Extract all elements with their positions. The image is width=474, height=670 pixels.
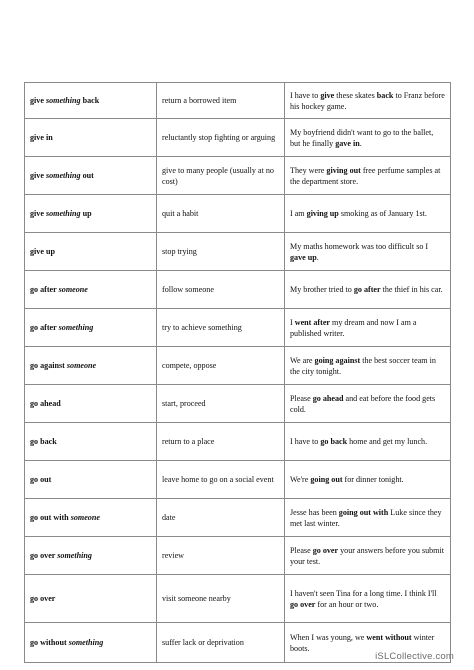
verb-text: back xyxy=(80,96,100,105)
definition-cell: stop trying xyxy=(157,233,285,271)
example-cell xyxy=(285,233,451,271)
example-text: my dream and now I am a published writer. xyxy=(290,317,417,338)
verb-text: give xyxy=(30,209,46,218)
example-text: Please xyxy=(290,393,313,403)
example-cell xyxy=(285,385,451,423)
verb-text: go after xyxy=(30,323,59,332)
definition-cell: follow someone xyxy=(157,271,285,309)
example-cell xyxy=(285,499,451,537)
phrasal-verb-cell xyxy=(25,537,157,575)
table-row xyxy=(25,537,451,575)
example-text: My maths homework was too difficult so I xyxy=(290,241,429,251)
verb-object-placeholder: something xyxy=(45,171,81,180)
definition-cell: reluctantly stop fighting or arguing xyxy=(157,119,285,157)
example-highlight: going out xyxy=(310,475,343,484)
example-highlight: go over xyxy=(312,545,339,555)
verb-text: go against xyxy=(30,361,67,370)
example-text: When I was young, we xyxy=(290,632,367,642)
verb-text: up xyxy=(80,209,92,218)
definition-cell: visit someone nearby xyxy=(157,575,285,623)
example-highlight: give xyxy=(320,90,335,100)
example-highlight: back xyxy=(376,90,394,100)
verb-object-placeholder: something xyxy=(45,96,81,105)
example-text: for dinner tonight. xyxy=(342,475,404,484)
verb-text: go over xyxy=(30,594,56,603)
verb-object-placeholder: something xyxy=(68,638,104,647)
example-text: We're xyxy=(290,475,311,484)
verb-text: go without xyxy=(30,638,69,647)
definition-cell: start, proceed xyxy=(157,385,285,423)
phrasal-verb-cell xyxy=(25,271,157,309)
example-text: free perfume samples at the department store. xyxy=(290,165,441,186)
phrasal-verb-cell xyxy=(25,423,157,461)
example-cell xyxy=(285,347,451,385)
verb-text: give up xyxy=(30,247,55,256)
phrasal-verb-cell xyxy=(25,309,157,347)
definition-cell: try to achieve something xyxy=(157,309,285,347)
table-row xyxy=(25,423,451,461)
phrasal-verb-cell xyxy=(25,347,157,385)
verb-object-placeholder: something xyxy=(58,323,94,332)
phrasal-verb-cell xyxy=(25,83,157,119)
example-text: I am xyxy=(290,209,307,218)
verb-text: go out with xyxy=(30,513,71,522)
example-text: Luke since they met last winter. xyxy=(290,507,442,528)
verb-text: go ahead xyxy=(30,399,61,408)
table-row xyxy=(25,309,451,347)
phrasal-verbs-table xyxy=(24,82,451,663)
example-text: I have to xyxy=(290,437,321,446)
phrasal-verb-cell xyxy=(25,195,157,233)
example-cell xyxy=(285,575,451,623)
phrasal-verb-cell xyxy=(25,233,157,271)
verb-object-placeholder: someone xyxy=(58,285,88,294)
example-text: I have to xyxy=(290,90,321,100)
example-cell xyxy=(285,119,451,157)
definition-cell: suffer lack or deprivation xyxy=(157,623,285,663)
phrasal-verb-cell xyxy=(25,461,157,499)
definition-cell: quit a habit xyxy=(157,195,285,233)
example-highlight: go after xyxy=(353,285,381,294)
verb-object-placeholder: something xyxy=(45,209,81,218)
verb-text: give xyxy=(30,96,46,105)
example-text: . xyxy=(316,252,319,262)
verb-object-placeholder: someone xyxy=(70,513,100,522)
phrasal-verb-cell xyxy=(25,575,157,623)
phrasal-verbs-sheet xyxy=(24,82,450,663)
example-cell xyxy=(285,423,451,461)
example-text: My brother tried to xyxy=(290,285,354,294)
phrasal-verb-cell xyxy=(25,157,157,195)
table-row xyxy=(25,385,451,423)
table-row xyxy=(25,195,451,233)
example-text: the thief in his car. xyxy=(380,285,443,294)
phrasal-verbs-table-body xyxy=(25,83,451,663)
definition-cell: leave home to go on a social event xyxy=(157,461,285,499)
verb-object-placeholder: something xyxy=(57,551,92,560)
example-text: for an hour or two. xyxy=(315,599,379,609)
example-cell xyxy=(285,157,451,195)
example-highlight: went after xyxy=(294,317,330,327)
table-row xyxy=(25,233,451,271)
example-text: They were xyxy=(290,165,327,175)
example-cell xyxy=(285,271,451,309)
example-highlight: gave up xyxy=(290,252,317,262)
verb-object-placeholder: someone xyxy=(66,361,97,370)
example-highlight: going out with xyxy=(338,507,389,517)
definition-cell: return to a place xyxy=(157,423,285,461)
table-row xyxy=(25,461,451,499)
example-text: home and get my lunch. xyxy=(347,437,428,446)
table-row xyxy=(25,347,451,385)
example-text: I haven't seen Tina for a long time. I think I'll xyxy=(290,588,437,598)
example-cell xyxy=(285,83,451,119)
example-text: . xyxy=(359,138,362,148)
verb-text: go back xyxy=(30,437,57,446)
verb-text: give in xyxy=(30,133,53,142)
example-highlight: giving up xyxy=(306,209,339,218)
phrasal-verb-cell xyxy=(25,385,157,423)
example-text: smoking as of January 1st. xyxy=(338,209,427,218)
definition-cell: give to many people (usually at no cost) xyxy=(157,157,285,195)
verb-text: go over xyxy=(30,551,58,560)
example-cell xyxy=(285,461,451,499)
example-text: your answers before you submit your test. xyxy=(290,545,444,566)
example-text: Please xyxy=(290,545,313,555)
example-text: My boyfriend didn't want to go to the ballet, but he finally xyxy=(290,127,434,148)
example-highlight: went without xyxy=(366,632,412,642)
table-row xyxy=(25,83,451,119)
table-row xyxy=(25,499,451,537)
example-cell xyxy=(285,195,451,233)
table-row xyxy=(25,575,451,623)
definition-cell: date xyxy=(157,499,285,537)
example-cell xyxy=(285,309,451,347)
example-highlight: go over xyxy=(290,599,316,609)
definition-cell: compete, oppose xyxy=(157,347,285,385)
table-row xyxy=(25,271,451,309)
example-highlight: going against xyxy=(314,355,361,365)
example-highlight: giving out xyxy=(326,165,361,175)
phrasal-verb-cell xyxy=(25,119,157,157)
example-text: and eat before the food gets cold. xyxy=(290,393,436,414)
table-row xyxy=(25,119,451,157)
phrasal-verb-cell xyxy=(25,499,157,537)
phrasal-verb-cell xyxy=(25,623,157,663)
example-highlight: gave in xyxy=(335,138,360,148)
example-highlight: go back xyxy=(320,437,348,446)
definition-cell: review xyxy=(157,537,285,575)
example-highlight: go ahead xyxy=(312,393,344,403)
example-text: We are xyxy=(290,355,315,365)
example-text: winter boots. xyxy=(290,632,435,653)
verb-text: go out xyxy=(30,475,52,484)
example-text: Jesse has been xyxy=(290,507,339,517)
table-row xyxy=(25,157,451,195)
example-text: these skates xyxy=(334,90,377,100)
watermark-footer: iSLCollective.com xyxy=(375,651,454,662)
verb-text: give xyxy=(30,171,46,180)
example-text: the best soccer team in the city tonight. xyxy=(290,355,436,376)
verb-text: go after xyxy=(30,285,59,294)
definition-cell: return a borrowed item xyxy=(157,83,285,119)
verb-text: out xyxy=(80,171,94,180)
example-text: I xyxy=(290,317,295,327)
example-text: to Franz before his hockey game. xyxy=(290,90,445,111)
example-cell xyxy=(285,537,451,575)
